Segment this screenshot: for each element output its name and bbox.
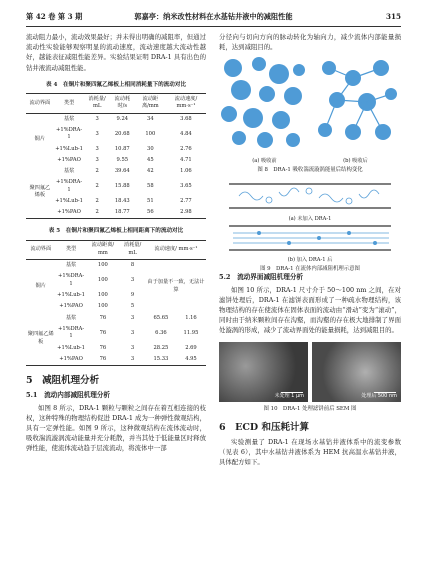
t4-cell: 3 bbox=[95, 156, 99, 163]
t4-cell: 58 bbox=[147, 182, 154, 189]
t5-cell: 6.36 bbox=[155, 329, 167, 336]
figure-9-caption: 图 9 DRA-1 在流体内部减阻机理示意图 bbox=[260, 266, 360, 273]
t5-cell: 5 bbox=[130, 303, 135, 310]
table5 bbox=[26, 240, 206, 366]
t4-cell: 51 bbox=[147, 197, 154, 204]
t4-group: 铜片 bbox=[34, 136, 46, 143]
t5-cell: 3 bbox=[130, 344, 135, 351]
page-number: 315 bbox=[385, 12, 401, 21]
t5-cell: +1%PAO bbox=[59, 303, 83, 310]
left-para-2: 如图 8 所示，DRA-1 颗粒与颗粒之间存在着互相连接的枝权，这种特殊的物理结构促进 DRA-1 成为一种弹性微观结构，具有一定弹性能。如图 9 所示，这种微观结构在流体流动时，吸收湍流漩涡流动能量并充分耗散，并当其处于低能量区时释放弹性能，使流体流动趋于层流流动，将流体中一部 bbox=[26, 403, 206, 453]
section-6-heading: 6 ECD 和压耗计算 bbox=[219, 421, 309, 433]
t4-group: 聚四氟乙烯板 bbox=[29, 184, 51, 199]
figure-8 bbox=[219, 56, 401, 176]
t5-cell: 8 bbox=[130, 262, 135, 269]
t4-h4: 流动距离/mm bbox=[141, 95, 159, 110]
figure-9b-label: (b) 加入 DRA-1 后 bbox=[287, 257, 333, 264]
t5-cell: 100 bbox=[97, 277, 108, 284]
t4-cell: 39.64 bbox=[114, 167, 130, 174]
t4-cell: 3 bbox=[95, 145, 99, 152]
figure-8b-label: (b) 吸收后 bbox=[343, 157, 368, 164]
right-column bbox=[219, 32, 401, 467]
t4-cell: 2 bbox=[95, 167, 99, 174]
right-para-2: 如图 10 所示，DRA-1 尺寸介于 50～100 nm 之间，在对滤饼处理后，DRA-1 在滤饼表面形成了一种疏水物理结构，该物理结构的存在使流体在固体表面的流动由“滑动”变为“滚动”，同时由于纳米颗粒间存在沟壑，而沟壑的存在极大地排制了界面处漩涡的形成，减少了流动界面处的能量损耗，达到减阻目的。 bbox=[219, 285, 401, 335]
t5-cell: 4.95 bbox=[185, 355, 197, 362]
figure-9b-graphic bbox=[219, 224, 401, 252]
t4-cell: 2.77 bbox=[180, 197, 192, 204]
t4-cell: 基浆 bbox=[63, 167, 75, 174]
sem-image-untreated bbox=[219, 342, 308, 402]
t4-h1: 类型 bbox=[63, 99, 75, 106]
left-column bbox=[26, 32, 206, 454]
t4-cell: +1%PAO bbox=[57, 156, 81, 163]
t5-cell: 15.33 bbox=[153, 355, 169, 362]
t5-h2: 流动距离/ mm bbox=[91, 242, 115, 257]
t5-h3: 消耗量/ mL bbox=[123, 242, 142, 257]
t5-h4: 流动速度/ mm·s⁻¹ bbox=[154, 246, 198, 253]
t4-cell: 4.71 bbox=[180, 156, 192, 163]
table-row bbox=[26, 155, 206, 166]
t4-cell: 18.77 bbox=[114, 209, 130, 216]
t4-cell: 56 bbox=[147, 209, 154, 216]
header-title: 郭嘉亭：纳米改性材料在水基钻井液中的减阻性能 bbox=[134, 12, 293, 21]
t4-cell: 42 bbox=[147, 167, 154, 174]
t4-cell: 3 bbox=[95, 130, 99, 137]
t5-cell: 1.16 bbox=[185, 314, 197, 321]
t5-cell: +1%Lub-1 bbox=[57, 292, 85, 299]
t4-cell: 45 bbox=[147, 156, 154, 163]
t5-note: 由于加量不一致，无法计算 bbox=[147, 279, 205, 293]
header-volume: 第 42 卷 第 3 期 bbox=[26, 12, 83, 21]
t5-cell: 100 bbox=[97, 262, 108, 269]
t4-cell: +1%DRA-1 bbox=[56, 126, 83, 141]
t5-group: 聚四氟乙烯板 bbox=[27, 331, 54, 345]
t4-cell: 1.06 bbox=[180, 167, 192, 174]
t5-cell: 100 bbox=[97, 303, 108, 310]
table-row bbox=[26, 177, 206, 196]
t5-cell: 65.65 bbox=[153, 314, 169, 321]
table-row bbox=[26, 144, 206, 155]
figure-8-caption: 图 8 DRA-1 吸收湍流漩涡能量后结构变化 bbox=[257, 166, 363, 173]
t5-h0: 流动界面 bbox=[30, 246, 52, 253]
sem-label-treated: 处理后 500 nm bbox=[361, 392, 397, 399]
t4-cell: 3 bbox=[95, 115, 99, 122]
t4-cell: 18.43 bbox=[114, 197, 130, 204]
right-para-1: 分径向与切向方向的脉动转化为轴向力，减少流体内部能量损耗，达到减阻目的。 bbox=[219, 33, 401, 52]
t5-group: 铜片 bbox=[35, 282, 46, 289]
t4-h3: 流动耗时/s bbox=[114, 95, 131, 110]
table-row bbox=[26, 260, 206, 272]
t4-cell: 100 bbox=[145, 130, 156, 137]
figure-10 bbox=[219, 342, 401, 402]
t4-cell: 15.88 bbox=[114, 182, 130, 189]
t4-cell: +1%PAO bbox=[57, 209, 81, 216]
t5-cell: 11.95 bbox=[183, 329, 199, 336]
left-para-1: 流动阻力最小，流动效果最好；并未得出明确的减阻率，但通过流动性实验能够观察明显的流动速度，流动速度越大流动性越好，越能表征减阻性能差异。实验结果证明 DRA-1 具有出色的钻井液流动减阻性能。 bbox=[26, 33, 206, 72]
t4-cell: 2 bbox=[95, 209, 99, 216]
t4-cell: 3.68 bbox=[180, 115, 192, 122]
table-row bbox=[26, 113, 206, 125]
t5-cell: 28.25 bbox=[153, 344, 169, 351]
figure-10-caption: 图 10 DRA-1 处理滤饼前后 SEM 图 bbox=[263, 405, 357, 412]
figure-9 bbox=[219, 182, 401, 273]
table-row bbox=[26, 166, 206, 177]
t5-cell: 3 bbox=[130, 355, 135, 362]
t4-cell: 2.76 bbox=[180, 145, 192, 152]
table5-caption: 表 5 在铜片和聚四氟乙烯板上相同距离下的流动对比 bbox=[48, 228, 184, 235]
t5-cell: 76 bbox=[99, 314, 107, 321]
section-5-2-heading: 5.2 流动界面减阻机理分析 bbox=[219, 273, 304, 282]
t4-cell: 3.65 bbox=[180, 182, 192, 189]
t5-h1: 类型 bbox=[65, 246, 77, 253]
t5-cell: 100 bbox=[97, 292, 108, 299]
right-para-3: 实验测量了 DRA-1 在现场水基钻井液体系中的流变参数（见表 6），其中水基钻井液体系为 HEM 抗高温水基钻井液，具体配方如下。 bbox=[219, 437, 401, 467]
t5-cell: 76 bbox=[99, 329, 107, 336]
particles-before bbox=[221, 57, 305, 148]
sem-image-treated bbox=[312, 342, 401, 402]
table-row bbox=[26, 196, 206, 207]
t4-h0: 流动界面 bbox=[29, 99, 51, 106]
table-row bbox=[26, 125, 206, 144]
t5-cell: +1%PAO bbox=[59, 355, 83, 362]
t5-cell: +1%DRA-1 bbox=[57, 325, 85, 340]
t4-cell: +1%Lub-1 bbox=[55, 145, 83, 152]
t5-cell: 3 bbox=[130, 314, 135, 321]
t4-cell: +1%DRA-1 bbox=[56, 179, 83, 193]
t4-cell: 2 bbox=[95, 182, 99, 189]
table4-caption: 表 4 在铜片和聚四氟乙烯板上相同消耗量下的流动对比 bbox=[45, 81, 187, 88]
figure-9a-label: (a) 未加入 DRA-1 bbox=[288, 215, 332, 222]
t4-cell: 4.84 bbox=[180, 130, 192, 137]
t5-cell: 9 bbox=[130, 292, 135, 299]
section-5-heading: 5 减阻机理分析 bbox=[26, 375, 100, 387]
t4-cell: 30 bbox=[147, 145, 154, 152]
t5-cell: 76 bbox=[99, 355, 107, 362]
t5-cell: +1%DRA-1 bbox=[57, 273, 85, 288]
figure-8a-label: (a) 吸收前 bbox=[252, 157, 277, 164]
t4-cell: 20.68 bbox=[114, 130, 130, 137]
figure-9a-graphic bbox=[219, 182, 401, 210]
t5-cell: 76 bbox=[99, 344, 107, 351]
figure-8-graphic bbox=[219, 56, 401, 152]
header-rule bbox=[26, 26, 401, 27]
t4-h2: 消耗量/ mL bbox=[88, 95, 106, 110]
t4-cell: 34 bbox=[147, 115, 154, 122]
t5-cell: 基浆 bbox=[65, 314, 77, 321]
section-5-1-heading: 5.1 流动内部减阻机理分析 bbox=[26, 391, 111, 400]
t4-h5: 流动速度/ mm·s⁻¹ bbox=[174, 95, 198, 110]
t4-cell: 9.55 bbox=[116, 156, 129, 163]
t5-cell: +1%Lub-1 bbox=[57, 344, 85, 351]
table-row bbox=[26, 313, 206, 324]
t4-cell: 2.98 bbox=[180, 209, 192, 216]
particles-after bbox=[318, 60, 397, 140]
t5-cell: 2.69 bbox=[185, 344, 197, 351]
t4-cell: 10.87 bbox=[114, 145, 130, 152]
t5-cell: 3 bbox=[130, 277, 135, 284]
t5-cell: 3 bbox=[130, 329, 135, 336]
t4-cell: +1%Lub-1 bbox=[55, 197, 83, 204]
table4 bbox=[26, 93, 206, 219]
t4-cell: 9.24 bbox=[116, 115, 129, 122]
running-header bbox=[26, 12, 401, 26]
t4-cell: 2 bbox=[95, 197, 99, 204]
t4-cell: 基浆 bbox=[63, 115, 75, 122]
sem-label-untreated: 未处理 1 μm bbox=[274, 392, 304, 399]
figure-8-subcaptions bbox=[219, 156, 401, 166]
table-row bbox=[26, 207, 206, 219]
t5-cell: 基浆 bbox=[65, 262, 77, 269]
